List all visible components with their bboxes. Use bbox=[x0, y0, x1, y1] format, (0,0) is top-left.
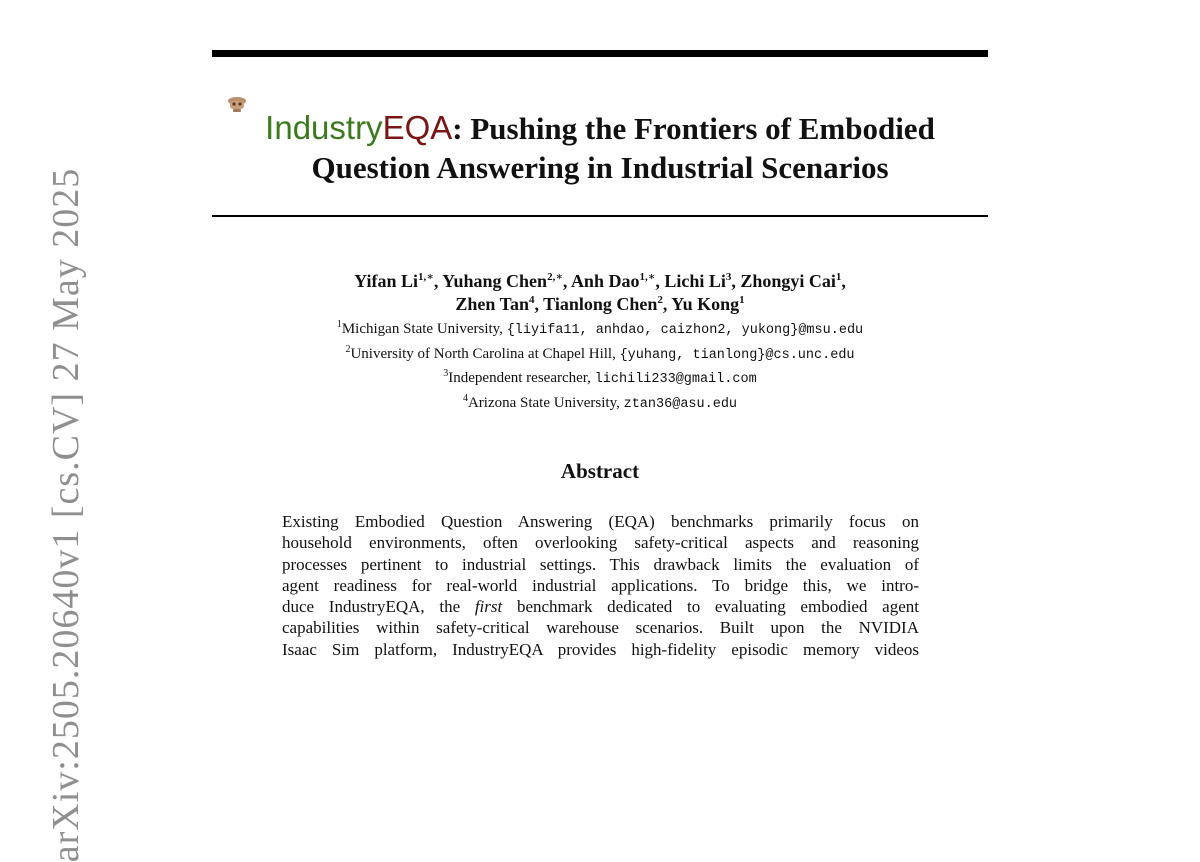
affiliation-line bbox=[212, 343, 988, 368]
arxiv-stamp bbox=[0, 167, 136, 862]
abstract-emphasis: first bbox=[474, 597, 503, 617]
author-affil-mark: 1,∗ bbox=[417, 271, 434, 283]
abstract-line: processes pertinent to industrial settings. This drawback limits the evaluation of bbox=[282, 554, 919, 574]
author-name: Lichi Li bbox=[664, 271, 726, 291]
abstract-line: household environments, often overlooking safety-critical aspects and reasoning bbox=[282, 533, 919, 553]
author-name: Yuhang Chen bbox=[442, 271, 548, 291]
affiliation-email: lichili233@gmail.com bbox=[594, 372, 757, 387]
abstract-line: duce IndustryEQA, the first benchmark dedicated to evaluating embodied agent bbox=[282, 597, 919, 617]
affiliation-name: Arizona State University, bbox=[467, 394, 624, 411]
title-brand-eqa: EQA bbox=[382, 109, 453, 146]
abstract-line: agent readiness for real-world industrial applications. To bridge this, we intro- bbox=[282, 575, 919, 595]
affiliation-mark: 2 bbox=[345, 343, 351, 355]
author-affil-mark: 1 bbox=[739, 294, 745, 306]
author-name: Zhongyi Cai bbox=[740, 271, 836, 291]
top-rule bbox=[212, 50, 988, 57]
paper-title bbox=[212, 108, 988, 187]
author-list bbox=[212, 270, 988, 316]
author-affil-mark: 1,∗ bbox=[639, 271, 656, 283]
author-name: Anh Dao bbox=[570, 271, 640, 291]
title-line-2: Question Answering in Industrial Scenarios bbox=[311, 150, 889, 185]
author-name: Tianlong Chen bbox=[543, 294, 658, 314]
abstract-body bbox=[282, 511, 919, 660]
author-name: Yifan Li bbox=[354, 271, 418, 291]
title-line-1-rest: : Pushing the Frontiers of Embodied bbox=[452, 111, 935, 146]
affiliation-name: Michigan State University, bbox=[341, 321, 507, 337]
affiliation-list bbox=[212, 318, 988, 416]
author-line-1: Yifan $Li^{1,∗}$, Yuhang Chen$^{2,∗}$, Anh Dao$^{1,∗}$, Lichi Li$^3$, Zhongyi Cai$^1$, bbox=[354, 271, 846, 291]
affiliation-name: Independent researcher, bbox=[448, 370, 595, 386]
affiliation-email: {yuhang, tianlong}@cs.unc.edu bbox=[619, 347, 855, 363]
affiliation-mark: 1 bbox=[336, 319, 342, 330]
author-affil-mark: 3 bbox=[725, 271, 732, 283]
affiliation-name: University of North Carolina at Chapel Hill, bbox=[350, 345, 620, 362]
author-affil-mark: 2 bbox=[657, 294, 663, 306]
title-line-1 bbox=[212, 108, 988, 148]
author-name: Zhen Tan bbox=[455, 294, 529, 314]
affiliation-email: {liyifa11, anhdao, caizhon2, yukong}@msu.edu bbox=[506, 323, 864, 338]
affiliation-line bbox=[212, 392, 988, 417]
title-brand-industry: Industry bbox=[265, 109, 383, 146]
affiliation-line bbox=[212, 367, 988, 392]
abstract-line: capabilities within safety-critical warehouse scenarios. Built upon the NVIDIA bbox=[282, 618, 919, 638]
author-affil-mark: 1 bbox=[835, 271, 842, 283]
abstract-heading: Abstract bbox=[560, 459, 640, 483]
abstract-line: Existing Embodied Question Answering (EQA) benchmarks primarily focus on bbox=[282, 512, 919, 531]
affiliation-line bbox=[212, 318, 988, 343]
bottom-rule bbox=[212, 215, 988, 217]
affiliation-mark: 3 bbox=[443, 368, 449, 379]
author-line-2: Zhen Tan$^4$, Tianlong Chen$^2$, Yu Kong$^1$ bbox=[455, 294, 745, 314]
arxiv-identifier: arXiv:2505.20640v1 [cs.CV] 27 May 2025 bbox=[45, 167, 87, 862]
author-affil-mark: 2,∗ bbox=[547, 271, 563, 283]
affiliation-email: ztan36@asu.edu bbox=[623, 396, 738, 412]
affiliation-mark: 4 bbox=[462, 392, 468, 404]
author-name: Yu Kong bbox=[671, 294, 740, 314]
author-affil-mark: 4 bbox=[528, 294, 535, 306]
abstract-line: Isaac Sim platform, IndustryEQA provides high-fidelity episodic memory videos bbox=[282, 639, 919, 659]
